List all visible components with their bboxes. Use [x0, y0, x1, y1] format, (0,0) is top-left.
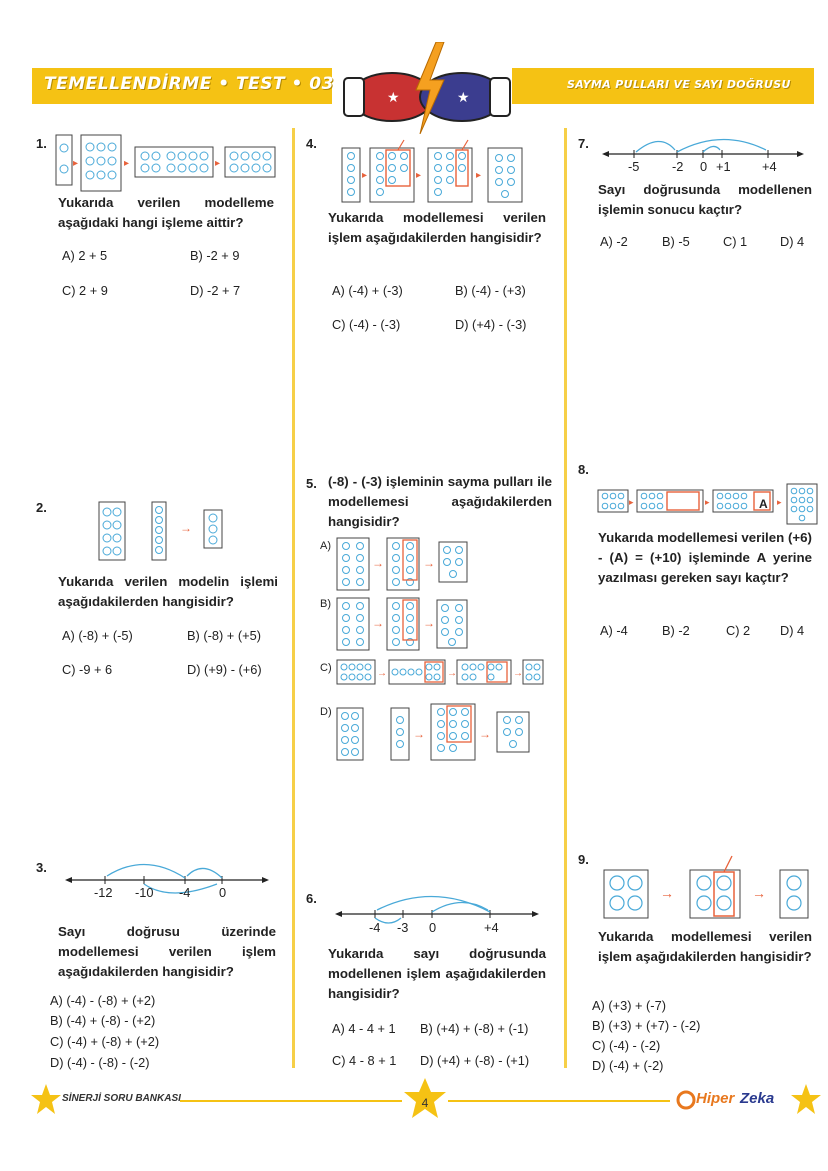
q4-option-c[interactable]: C) (-4) - (-3): [332, 317, 401, 332]
svg-text:→: →: [423, 616, 435, 630]
svg-text:▸: ▸: [629, 497, 634, 507]
q7-option-b[interactable]: B) -5: [662, 234, 690, 249]
svg-text:▸: ▸: [777, 497, 782, 507]
question-2-number: 2.: [36, 500, 47, 515]
q6-option-a[interactable]: A) 4 - 4 + 1: [332, 1021, 396, 1036]
question-1-text: Yukarıda verilen modelleme aşağıdaki hangi işleme aittir?: [58, 195, 274, 230]
question-6-text: Yukarıda sayı doğrusunda modellenen işlem aşağıdakilerden hangisidir?: [328, 946, 546, 1001]
q3-tick-label: 0: [219, 885, 227, 900]
svg-text:→: →: [513, 668, 523, 679]
question-2-text: Yukarıda verilen modelin işlemi aşağıdakilerden hangisidir?: [58, 574, 278, 609]
svg-text:→: →: [447, 668, 457, 679]
q7-tick-label: +1: [716, 159, 731, 174]
q9-option-a[interactable]: A) (+3) + (-7): [592, 998, 666, 1013]
q5-option-a-label[interactable]: A): [320, 540, 331, 552]
q6-tick-label: +4: [484, 920, 499, 935]
svg-text:→: →: [180, 521, 192, 535]
q9-option-d[interactable]: D) (-4) + (-2): [592, 1058, 664, 1073]
q3-tick-label: -10: [135, 885, 154, 900]
q3-option-a[interactable]: A) (-4) - (-8) + (+2): [50, 993, 156, 1008]
svg-text:→: →: [372, 556, 384, 570]
question-3-number: 3.: [36, 860, 47, 875]
svg-text:→: →: [660, 885, 674, 901]
svg-text:★: ★: [387, 89, 400, 105]
svg-text:→: →: [372, 616, 384, 630]
brand-logo: [676, 1088, 788, 1112]
q5-counter-models: [335, 536, 545, 766]
boxing-gloves-icon: [332, 42, 522, 134]
q2-option-b[interactable]: B) (-8) + (+5): [187, 628, 261, 643]
question-9-text: Yukarıda modellemesi verilen işlem aşağıdakilerden hangisidir?: [598, 929, 812, 964]
page-number: 4: [421, 1096, 429, 1110]
question-6-number: 6.: [306, 891, 317, 906]
footer-line: [448, 1100, 670, 1102]
q1-option-a[interactable]: A) 2 + 5: [62, 248, 108, 263]
svg-text:▸: ▸: [476, 170, 482, 181]
q6-tick-label: 0: [429, 920, 437, 935]
q6-option-c[interactable]: C) 4 - 8 + 1: [332, 1053, 397, 1068]
q5-option-c-label[interactable]: C): [320, 662, 332, 674]
q6-tick-label: -4: [369, 920, 381, 935]
svg-text:→: →: [413, 727, 425, 741]
q5-option-b-label[interactable]: B): [320, 598, 331, 610]
q4-counter-model: [340, 138, 550, 204]
q2-option-a[interactable]: A) (-8) + (-5): [62, 628, 133, 643]
column-divider: [292, 128, 295, 1068]
q6-tick-label: -3: [397, 920, 409, 935]
question-5-number: 5.: [306, 476, 317, 491]
q3-option-b[interactable]: B) (-4) + (-8) - (+2): [50, 1013, 156, 1028]
q7-option-a[interactable]: A) -2: [600, 234, 628, 249]
question-5-text: (-8) - (-3) işleminin sayma pulları ile modellemesi aşağıdakilerden hangisidir?: [328, 474, 552, 529]
q6-number-line: [335, 890, 545, 930]
svg-text:▸: ▸: [362, 170, 368, 181]
question-4-number: 4.: [306, 136, 317, 151]
q1-counter-model: [55, 133, 295, 193]
svg-text:▸: ▸: [416, 170, 422, 181]
test-title: TEMELLENDİRME • TEST • 03: [44, 74, 334, 94]
q7-tick-label: -2: [672, 159, 684, 174]
star-icon: [790, 1082, 822, 1118]
question-8-text: Yukarıda modellemesi verilen (+6) - (A) = (+10) işleminde A yerine yazılması gereken sayı kaçtır?: [598, 530, 812, 585]
star-icon: [30, 1082, 62, 1118]
brand-name-a: Hiper: [696, 1090, 735, 1107]
q6-option-d[interactable]: D) (+4) + (-8) - (+1): [420, 1053, 530, 1068]
q7-option-d[interactable]: D) 4: [780, 234, 805, 249]
q6-option-b[interactable]: B) (+4) + (-8) + (-1): [420, 1021, 529, 1036]
q7-option-c[interactable]: C) 1: [723, 234, 748, 249]
svg-text:▸: ▸: [124, 158, 130, 169]
q2-counter-model: [98, 500, 238, 566]
svg-text:→: →: [377, 668, 387, 679]
svg-text:→: →: [479, 727, 491, 741]
q5-option-d-label[interactable]: D): [320, 706, 332, 718]
q9-option-b[interactable]: B) (+3) + (+7) - (-2): [592, 1018, 701, 1033]
q7-tick-label: -5: [628, 159, 640, 174]
q4-option-b[interactable]: B) (-4) - (+3): [455, 283, 526, 298]
footer-line: [180, 1100, 402, 1102]
q7-tick-label: 0: [700, 159, 708, 174]
q3-option-c[interactable]: C) (-4) + (-8) + (+2): [50, 1034, 160, 1049]
svg-text:▸: ▸: [705, 497, 710, 507]
question-8-number: 8.: [578, 462, 589, 477]
svg-text:→: →: [752, 885, 766, 901]
q8-counter-model: [597, 482, 819, 526]
q3-tick-label: -12: [94, 885, 113, 900]
q1-option-b[interactable]: B) -2 + 9: [190, 248, 240, 263]
q8-option-c[interactable]: C) 2: [726, 623, 751, 638]
q8-box-label: A: [759, 497, 768, 511]
q1-option-d[interactable]: D) -2 + 7: [190, 283, 241, 298]
q2-option-d[interactable]: D) (+9) - (+6): [187, 662, 262, 677]
q3-tick-label: -4: [179, 885, 191, 900]
q3-number-line: [65, 858, 275, 908]
q8-option-a[interactable]: A) -4: [600, 623, 628, 638]
q4-option-a[interactable]: A) (-4) + (-3): [332, 283, 403, 298]
svg-text:▸: ▸: [73, 158, 79, 169]
svg-text:→: →: [423, 556, 435, 570]
question-7-text: Sayı doğrusunda modellenen işlemin sonucu kaçtır?: [598, 182, 812, 217]
brand-name-b: Zeka: [740, 1090, 775, 1107]
question-4-text: Yukarıda modellemesi verilen işlem aşağıdakilerden hangisidir?: [328, 210, 546, 245]
q7-tick-label: +4: [762, 159, 777, 174]
topic-title: SAYMA PULLARI VE SAYI DOĞRUSU: [567, 78, 791, 91]
q9-counter-model: [600, 852, 814, 922]
question-1-number: 1.: [36, 136, 47, 151]
q1-option-c[interactable]: C) 2 + 9: [62, 283, 108, 298]
q4-option-d[interactable]: D) (+4) - (-3): [455, 317, 527, 332]
footer-book-title: SİNERJİ SORU BANKASI: [62, 1093, 181, 1104]
q8-option-d[interactable]: D) 4: [780, 623, 805, 638]
q2-option-c[interactable]: C) -9 + 6: [62, 662, 113, 677]
question-3-text: Sayı doğrusu üzerinde modellemesi verilen işlem aşağıdakilerden hangisidir?: [58, 924, 276, 979]
svg-text:▸: ▸: [215, 158, 221, 169]
column-divider: [564, 128, 567, 1068]
brand-mark-icon: [676, 1090, 696, 1110]
q8-option-b[interactable]: B) -2: [662, 623, 690, 638]
question-9-number: 9.: [578, 852, 589, 867]
question-7-number: 7.: [578, 136, 589, 151]
q3-option-d[interactable]: D) (-4) - (-8) - (-2): [50, 1055, 150, 1070]
q9-option-c[interactable]: C) (-4) - (-2): [592, 1038, 661, 1053]
page-header: [32, 68, 814, 104]
svg-text:★: ★: [457, 89, 470, 105]
